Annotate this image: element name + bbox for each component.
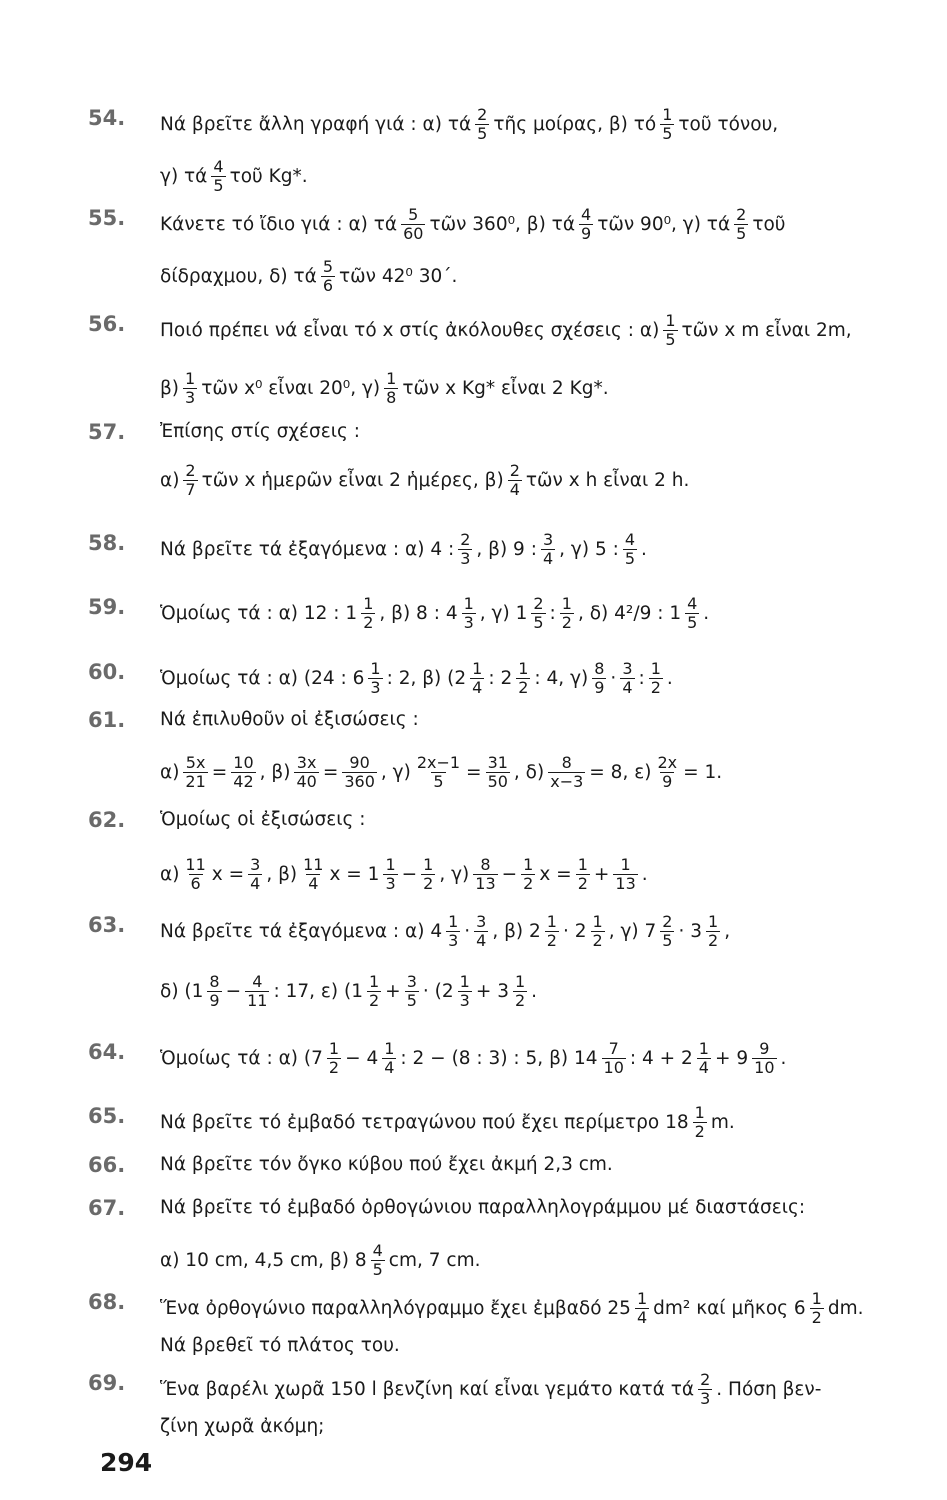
fraction: $\frac{3}{4}$ bbox=[250, 855, 261, 893]
exercise-number: 67. bbox=[88, 1196, 126, 1220]
exercise-text-line: β) $\frac{1}{3}$ τῶν x⁰ εἶναι 20⁰, γ) $\frac{1}{8}$ τῶν x Kg* εἶναι 2 Kg*. bbox=[160, 369, 609, 407]
exercise-text-line: ζίνη χωρᾶ ἀκόμη; bbox=[160, 1416, 325, 1437]
fraction: $\frac{4}{9}$ bbox=[581, 205, 592, 243]
exercise-number: 59. bbox=[88, 595, 126, 619]
fraction: $\frac{5x}{21}$ bbox=[185, 753, 206, 791]
fraction: $\frac{31}{50}$ bbox=[487, 753, 508, 791]
exercise-number: 68. bbox=[88, 1290, 126, 1314]
fraction: $\frac{2}{5}$ bbox=[477, 105, 488, 143]
fraction: $\frac{1}{3}$ bbox=[463, 594, 474, 632]
fraction: $\frac{3x}{40}$ bbox=[296, 753, 317, 791]
fraction: $\frac{1}{2}$ bbox=[561, 594, 572, 632]
fraction: $\frac{1}{2}$ bbox=[577, 855, 588, 893]
fraction: $\frac{3}{4}$ bbox=[476, 912, 487, 950]
fraction: $\frac{8}{9}$ bbox=[594, 659, 605, 697]
exercise-text-line: α) $\frac{2}{7}$ τῶν x ἡμερῶν εἶναι 2 ἡμέρες, β) $\frac{2}{4}$ τῶν x h εἶναι 2 h. bbox=[160, 461, 690, 499]
fraction: $\frac{2}{4}$ bbox=[509, 461, 520, 499]
fraction: $\frac{1}{2}$ bbox=[592, 912, 603, 950]
exercise-number: 66. bbox=[88, 1153, 126, 1177]
fraction: $\frac{2}{7}$ bbox=[185, 461, 196, 499]
exercise-text-line: Ἕνα βαρέλι χωρᾶ 150 l βενζίνη καί εἶναι γεμάτο κατά τά $\frac{2}{3}$ . Πόση βεν- bbox=[160, 1370, 822, 1408]
exercise-text-line: α) $\frac{11}{6}$ x = $\frac{3}{4}$ , β) $\frac{11}{4}$ x = 1 $\frac{1}{3}$ − $\frac{1}{2}$ , γ) $\frac{8}{13}$ − $\frac{1}{2}$ x = $\frac{1}{2}$ + $\frac{1}{13}$ . bbox=[160, 855, 648, 893]
fraction: $\frac{5}{60}$ bbox=[403, 205, 424, 243]
fraction: $\frac{1}{2}$ bbox=[368, 972, 380, 1010]
exercise-text-line: Νά βρεῖτε τόν ὄγκο κύβου πού ἔχει ἀκμή 2,3 cm. bbox=[160, 1154, 613, 1175]
exercise-number: 57. bbox=[88, 420, 126, 444]
exercise-number: 60. bbox=[88, 660, 126, 684]
fraction: $\frac{4}{11}$ bbox=[247, 972, 268, 1010]
exercise-text-line: Νά βρεῖτε τό ἐμβαδό ὀρθογώνιου παραλληλογράμμου μέ διαστάσεις: bbox=[160, 1197, 806, 1218]
fraction: $\frac{1}{3}$ bbox=[370, 659, 381, 697]
fraction: $\frac{1}{5}$ bbox=[662, 105, 673, 143]
fraction: $\frac{11}{4}$ bbox=[303, 855, 324, 893]
exercise-number: 64. bbox=[88, 1040, 126, 1064]
fraction: $\frac{1}{4}$ bbox=[472, 659, 483, 697]
fraction: $\frac{4}{5}$ bbox=[687, 594, 698, 632]
fraction: $\frac{8}{9}$ bbox=[209, 972, 220, 1010]
fraction: $\frac{2}{5}$ bbox=[533, 594, 544, 632]
exercise-text-line: δ) (1 $\frac{8}{9}$ − $\frac{4}{11}$ : 17, ε) (1 $\frac{1}{2}$ + $\frac{3}{5}$ · (2 $\frac{1}{3}$ + 3 $\frac{1}{2}$ . bbox=[160, 972, 538, 1010]
fraction: $\frac{1}{2}$ bbox=[328, 1039, 340, 1077]
exercise-number: 62. bbox=[88, 808, 126, 832]
fraction: $\frac{3}{5}$ bbox=[406, 972, 417, 1010]
fraction: $\frac{1}{2}$ bbox=[523, 855, 534, 893]
fraction: $\frac{4}{5}$ bbox=[372, 1241, 383, 1279]
exercise-number: 58. bbox=[88, 531, 126, 555]
exercise-number: 61. bbox=[88, 708, 126, 732]
fraction: $\frac{1}{3}$ bbox=[185, 369, 196, 407]
exercise-text-line: Νά βρεῖτε τά ἐξαγόμενα : α) 4 $\frac{1}{3}$ · $\frac{3}{4}$ , β) 2 $\frac{1}{2}$ · 2 $\frac{1}{2}$ , γ) 7 $\frac{2}{5}$ · 3 $\frac{1}{2}$ , bbox=[160, 912, 731, 950]
page-number: 294 bbox=[100, 1448, 153, 1477]
fraction: $\frac{1}{4}$ bbox=[636, 1289, 648, 1327]
exercise-number: 63. bbox=[88, 913, 126, 937]
exercise-text-line: γ) τά $\frac{4}{5}$ τοῦ Kg*. bbox=[160, 157, 308, 195]
fraction: $\frac{4}{5}$ bbox=[213, 157, 224, 195]
fraction: $\frac{10}{42}$ bbox=[233, 753, 254, 791]
exercise-text-line: Ποιό πρέπει νά εἶναι τό x στίς ἀκόλουθες σχέσεις : α) $\frac{1}{5}$ τῶν x m εἶναι 2m, bbox=[160, 311, 852, 349]
exercise-number: 55. bbox=[88, 206, 126, 230]
fraction: $\frac{1}{2}$ bbox=[708, 912, 719, 950]
exercise-number: 65. bbox=[88, 1104, 126, 1128]
fraction: $\frac{1}{4}$ bbox=[384, 1039, 395, 1077]
fraction: $\frac{1}{4}$ bbox=[698, 1039, 709, 1077]
exercise-number: 54. bbox=[88, 106, 126, 130]
fraction: $\frac{7}{10}$ bbox=[603, 1039, 624, 1077]
fraction: $\frac{2x-1}{5}$ bbox=[416, 753, 461, 791]
fraction: $\frac{11}{6}$ bbox=[185, 855, 206, 893]
fraction: $\frac{2x}{9}$ bbox=[657, 753, 678, 791]
exercise-text-line: Νά ἐπιλυθοῦν οἱ ἐξισώσεις : bbox=[160, 709, 419, 730]
exercise-text-line: α) 10 cm, 4,5 cm, β) 8 $\frac{4}{5}$ cm, 7 cm. bbox=[160, 1241, 481, 1279]
fraction: $\frac{1}{2}$ bbox=[423, 855, 434, 893]
fraction: $\frac{1}{3}$ bbox=[385, 855, 396, 893]
exercise-number: 69. bbox=[88, 1371, 126, 1395]
fraction: $\frac{1}{8}$ bbox=[386, 369, 397, 407]
exercise-text-line: Νά βρεῖτε τά ἐξαγόμενα : α) 4 : $\frac{2}{3}$ , β) 9 : $\frac{3}{4}$ , γ) 5 : $\frac{4}{5}$ . bbox=[160, 530, 647, 568]
exercise-text-line: Ὁμοίως τά : α) (7 $\frac{1}{2}$ − 4 $\frac{1}{4}$ : 2 − (8 : 3) : 5, β) 14 $\frac{7}{10}$ : 4 + 2 $\frac{1}{4}$ + 9 $\frac{9}{10}$ . bbox=[160, 1039, 787, 1077]
fraction: $\frac{1}{2}$ bbox=[650, 659, 661, 697]
fraction: $\frac{8}{x-3}$ bbox=[550, 753, 584, 791]
fraction: $\frac{2}{5}$ bbox=[662, 912, 673, 950]
exercise-text-line: α) $\frac{5x}{21}$ = $\frac{10}{42}$ , β) $\frac{3x}{40}$ = $\frac{90}{360}$ , γ) $\frac{2x-1}{5}$ = $\frac{31}{50}$ , δ) $\frac{8}{x-3}$ = 8, ε) $\frac{2x}{9}$ = 1. bbox=[160, 753, 723, 791]
exercise-text-line: Ὁμοίως τά : α) (24 : 6 $\frac{1}{3}$ : 2, β) (2 $\frac{1}{4}$ : 2 $\frac{1}{2}$ : 4, γ) $\frac{8}{9}$ · $\frac{3}{4}$ : $\frac{1}{2}$ . bbox=[160, 659, 673, 697]
fraction: $\frac{2}{3}$ bbox=[460, 530, 471, 568]
exercise-text-line: Νά βρεθεῖ τό πλάτος του. bbox=[160, 1335, 400, 1356]
fraction: $\frac{3}{4}$ bbox=[542, 530, 554, 568]
fraction: $\frac{5}{6}$ bbox=[322, 257, 334, 295]
exercise-text-line: Κάνετε τό ἴδιο γιά : α) τά $\frac{5}{60}$ τῶν 360⁰, β) τά $\frac{4}{9}$ τῶν 90⁰, γ) τά $\frac{2}{5}$ τοῦ bbox=[160, 205, 786, 243]
exercise-number: 56. bbox=[88, 312, 126, 336]
exercise-text-line: Ὁμοίως οἱ ἐξισώσεις : bbox=[160, 809, 366, 830]
fraction: $\frac{1}{5}$ bbox=[665, 311, 676, 349]
fraction: $\frac{4}{5}$ bbox=[624, 530, 636, 568]
fraction: $\frac{9}{10}$ bbox=[754, 1039, 775, 1077]
fraction: $\frac{1}{2}$ bbox=[363, 594, 374, 632]
fraction: $\frac{1}{3}$ bbox=[448, 912, 459, 950]
exercise-text-line: δίδραχμου, δ) τά $\frac{5}{6}$ τῶν 42⁰ 30΄. bbox=[160, 257, 458, 295]
fraction: $\frac{1}{2}$ bbox=[546, 912, 557, 950]
fraction: $\frac{1}{13}$ bbox=[615, 855, 636, 893]
fraction: $\frac{1}{2}$ bbox=[811, 1289, 822, 1327]
exercise-text-line: Νά βρεῖτε ἄλλη γραφή γιά : α) τά $\frac{2}{5}$ τῆς μοίρας, β) τό $\frac{1}{5}$ τοῦ τόνου, bbox=[160, 105, 779, 143]
fraction: $\frac{8}{13}$ bbox=[475, 855, 496, 893]
fraction: $\frac{1}{2}$ bbox=[518, 659, 529, 697]
exercise-text-line: Νά βρεῖτε τό ἐμβαδό τετραγώνου πού ἔχει περίμετρο 18 $\frac{1}{2}$ m. bbox=[160, 1103, 735, 1141]
fraction: $\frac{90}{360}$ bbox=[344, 753, 375, 791]
fraction: $\frac{2}{5}$ bbox=[736, 205, 747, 243]
exercise-text-line: Ὁμοίως τά : α) 12 : 1 $\frac{1}{2}$ , β) 8 : 4 $\frac{1}{3}$ , γ) 1 $\frac{2}{5}$ : $\frac{1}{2}$ , δ) 4²/9 : 1 $\frac{4}{5}$ . bbox=[160, 594, 710, 632]
exercise-text-line: Ἐπίσης στίς σχέσεις : bbox=[160, 421, 360, 442]
fraction: $\frac{1}{2}$ bbox=[694, 1103, 705, 1141]
exercise-text-line: Ἕνα ὀρθογώνιο παραλληλόγραμμο ἔχει ἐμβαδό 25 $\frac{1}{4}$ dm² καί μῆκος 6 $\frac{1}{2}$ dm. bbox=[160, 1289, 864, 1327]
fraction: $\frac{3}{4}$ bbox=[622, 659, 633, 697]
fraction: $\frac{1}{2}$ bbox=[514, 972, 526, 1010]
fraction: $\frac{1}{3}$ bbox=[459, 972, 470, 1010]
fraction: $\frac{2}{3}$ bbox=[700, 1370, 711, 1408]
